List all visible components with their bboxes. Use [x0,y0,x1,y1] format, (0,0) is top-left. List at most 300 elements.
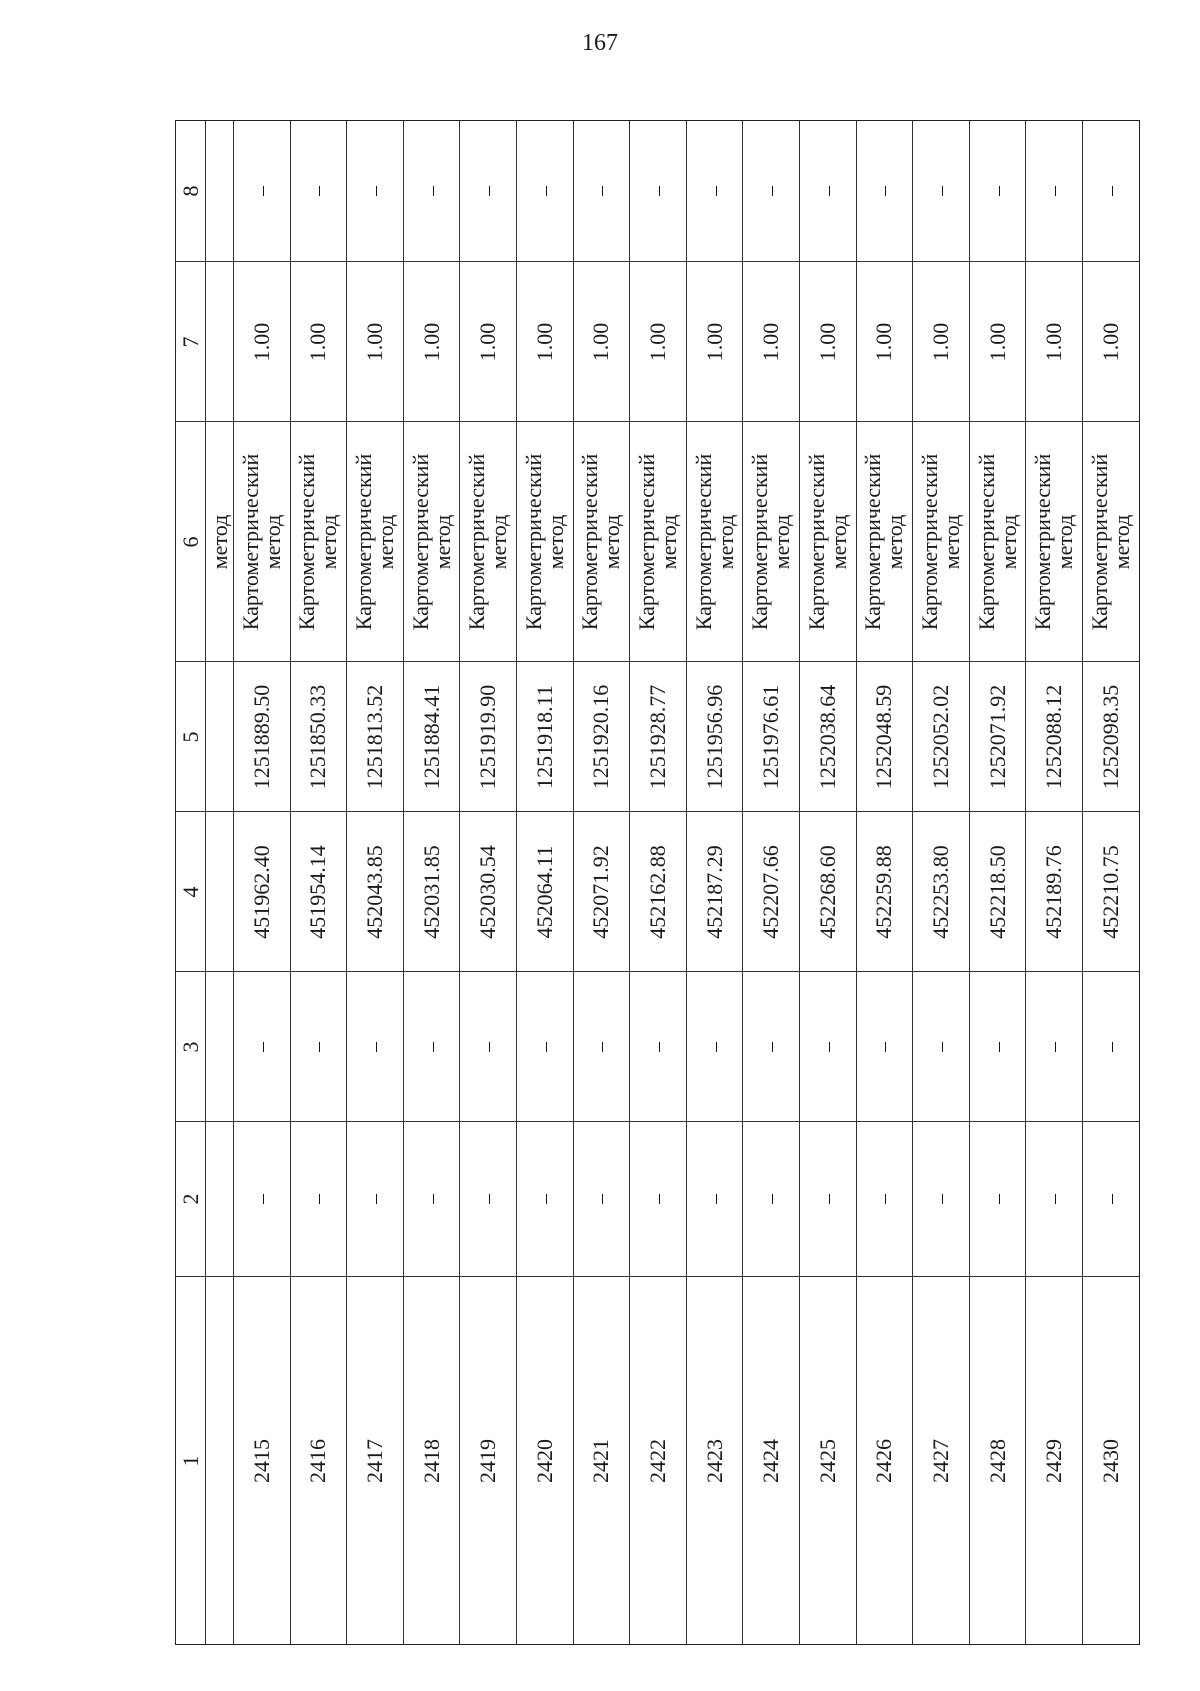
continuation-cell [206,421,233,661]
table-cell [800,121,856,261]
cell-text: 1.00 [1098,322,1124,361]
table-cell [687,971,743,1121]
cell-text: – [477,186,500,196]
table-cell [1026,1276,1082,1644]
table-cell [630,661,686,811]
continuation-row [206,121,234,1644]
table-cell [630,121,686,261]
continuation-cell [206,121,233,261]
table-row [1083,121,1140,1644]
method-text [633,432,681,652]
table-cell [970,421,1026,661]
cell-text: 452162.88 [644,844,670,939]
table-cell [460,1121,516,1276]
table-cell [913,661,969,811]
cell-text: 1.00 [758,322,784,361]
method-text [579,432,623,652]
cell-text: 2427 [927,1438,953,1483]
cell-text: 2415 [248,1438,274,1483]
method-line: метод [542,514,568,569]
table-cell [574,1121,630,1276]
cell-text: 2424 [758,1438,784,1483]
method-line: Картометрический [633,453,659,630]
method-line: Картометрический [747,453,773,630]
table-row [800,121,857,1644]
cell-text: 452218.50 [984,844,1010,939]
table-cell [970,971,1026,1121]
cell-text: 452268.60 [814,844,840,939]
table-row [517,121,574,1644]
cell-text: – [646,1041,669,1052]
page-number: 167 [582,30,618,56]
method-line: Картометрический [407,453,433,630]
table-cell [347,421,403,661]
cell-text: 2425 [814,1438,840,1483]
table-cell [1083,811,1140,971]
table-cell [857,661,913,811]
table-row [234,121,291,1644]
table-cell [460,261,516,421]
cell-text: 2429 [1041,1438,1067,1483]
table-cell [291,1121,347,1276]
table-cell [743,1276,799,1644]
table-cell [347,261,403,421]
table-cell [460,1276,516,1644]
table-cell [743,661,799,811]
table-cell [913,421,969,661]
method-line: метод [655,514,681,569]
table-cell [857,811,913,971]
cell-text: – [590,186,613,196]
cell-text: – [363,1041,386,1052]
table-cell [800,421,856,661]
method-text [862,432,906,652]
table-cell [630,421,686,661]
method-line: метод [995,514,1021,569]
table-cell [687,261,743,421]
method-text [1089,432,1133,652]
cell-text: 2426 [871,1438,897,1483]
table-cell [404,1121,460,1276]
table-cell [970,1121,1026,1276]
cell-text: 452030.54 [475,844,501,939]
table-cell [800,971,856,1121]
cell-text: 1.00 [984,322,1010,361]
method-line: метод [372,514,398,569]
method-line: Картометрический [577,453,603,630]
cell-text: – [533,1041,556,1052]
cell-text: 452064.11 [531,845,557,938]
table-cell [970,261,1026,421]
table-cell [347,811,403,971]
method-text [407,432,455,652]
cell-text: – [250,186,273,196]
table-cell [234,121,290,261]
table-row [970,121,1027,1644]
table-cell [404,661,460,811]
method-line: Картометрический [860,453,886,630]
cell-text: – [533,1194,556,1204]
table-cell [347,121,403,261]
table-cell [630,1121,686,1276]
method-text [973,432,1021,652]
table-cell [687,661,743,811]
table-cell [234,1276,290,1644]
table-cell [913,1276,969,1644]
cell-text: 1.00 [1041,322,1067,361]
cell-text: – [873,186,896,196]
table-cell [1026,1121,1082,1276]
cell-text: 1.00 [814,322,840,361]
cell-text: 1251919.90 [475,684,501,789]
table-cell [1083,661,1140,811]
cell-text: – [420,1041,443,1052]
cell-text: 2416 [305,1438,331,1483]
cell-text: 452189.76 [1041,844,1067,939]
table-cell [517,811,573,971]
table-cell [857,1121,913,1276]
method-line: Картометрический [520,453,546,630]
cell-text: – [646,186,669,196]
table-cell [800,261,856,421]
table-cell [970,121,1026,261]
cell-text: 1252098.35 [1098,684,1124,789]
table-cell [857,261,913,421]
table-cell [234,661,290,811]
method-line: Картометрический [294,453,320,630]
table-cell [687,811,743,971]
method-text [749,432,793,652]
cell-text: 1251956.96 [701,684,727,789]
header-cell-col7 [176,261,205,421]
method-line: метод [259,514,285,569]
cell-text: – [477,1194,500,1204]
continuation-cell [206,971,233,1121]
cell-text: 451962.40 [248,844,274,939]
table-cell [517,121,573,261]
cell-text: 451954.14 [305,844,331,939]
cell-text: – [986,1194,1009,1204]
cell-text: – [873,1194,896,1204]
cell-text: 1251918.11 [531,684,557,789]
table-row [574,121,631,1644]
table-cell [460,421,516,661]
cell-text: 1252088.12 [1041,684,1067,789]
table-cell [517,661,573,811]
cell-text: – [986,1041,1009,1052]
method-text [237,432,285,652]
method-line: Картометрический [464,453,490,630]
header-cell-col5 [176,661,205,811]
cell-text: – [1100,1041,1123,1052]
method-text [466,432,510,652]
continuation-cell [206,1121,233,1276]
cell-text: 1251813.52 [361,684,387,789]
table-cell [574,261,630,421]
cell-text: – [929,1041,952,1052]
method-line: метод [599,514,625,569]
cell-text: – [1043,1194,1066,1204]
cell-text: 3 [177,1041,203,1052]
cell-text: – [250,1194,273,1204]
table-cell [1083,261,1140,421]
table-cell [574,661,630,811]
continuation-cell [206,811,233,971]
table-cell [743,121,799,261]
table-cell [913,971,969,1121]
method-text [1032,432,1076,652]
table-cell [574,971,630,1121]
cell-text: 2419 [475,1438,501,1483]
header-row [176,121,206,1644]
method-line: Картометрический [973,453,999,630]
cell-text: 7 [177,336,203,347]
table-cell [234,971,290,1121]
table-cell [970,661,1026,811]
method-text [296,432,340,652]
table-cell [347,1276,403,1644]
cell-text: – [1100,1194,1123,1204]
cell-text: 1.00 [588,322,614,361]
cell-text: – [816,186,839,196]
cell-text: 1.00 [361,322,387,361]
table-cell [460,661,516,811]
table-cell [574,1276,630,1644]
table-cell [1026,121,1082,261]
table-cell [291,1276,347,1644]
cell-text: – [477,1041,500,1052]
cell-text: – [590,1194,613,1204]
table-row [630,121,687,1644]
cell-text: 2420 [531,1438,557,1483]
continuation-cell [206,661,233,811]
cell-text: – [363,186,386,196]
cell-text: 1.00 [248,322,274,361]
cell-text: 452210.75 [1098,844,1124,939]
cell-text: – [986,186,1009,196]
cell-text: 1.00 [644,322,670,361]
table-cell [1026,971,1082,1121]
cell-text: 2430 [1098,1438,1124,1483]
table-cell [574,421,630,661]
cell-text: – [363,1194,386,1204]
table-cell [1083,421,1140,661]
header-cell-col6 [176,421,205,661]
header-cell-col3 [176,971,205,1121]
cell-text: 1252052.02 [927,684,953,789]
table-cell [517,421,573,661]
cell-text: 1252048.59 [871,684,897,789]
cell-text: – [703,1041,726,1052]
table-cell [800,811,856,971]
coordinates-table [175,120,1140,1645]
method-line: Картометрический [237,453,263,630]
table-row [687,121,744,1644]
cell-text: – [703,186,726,196]
table-cell [913,261,969,421]
cell-text: – [929,186,952,196]
method-text [350,432,398,652]
cell-text: 1.00 [418,322,444,361]
table-cell [743,421,799,661]
table-cell [687,1121,743,1276]
cell-text: 1252038.64 [814,684,840,789]
cell-text: 1.00 [531,322,557,361]
cell-text: – [1043,1041,1066,1052]
method-line: метод [429,514,455,569]
cell-text: 1.00 [871,322,897,361]
table-cell [404,1276,460,1644]
table-cell [291,971,347,1121]
cell-text: – [929,1194,952,1204]
table-cell [857,971,913,1121]
table-cell [517,261,573,421]
cell-text: – [816,1194,839,1204]
table-row [291,121,348,1644]
table-cell [800,661,856,811]
cell-text: 2421 [588,1438,614,1483]
table-cell [1026,811,1082,971]
cell-text: 5 [177,731,203,742]
cell-text: – [533,186,556,196]
cell-text: 2418 [418,1438,444,1483]
cell-text: – [307,186,330,196]
table-cell [913,1121,969,1276]
cell-text: 6 [177,536,203,547]
cell-text: 1.00 [701,322,727,361]
cell-text: 452253.80 [927,844,953,939]
cell-text: – [816,1041,839,1052]
cell-text: – [760,1194,783,1204]
table-cell [743,1121,799,1276]
header-cell-col8 [176,121,205,261]
table-cell [460,811,516,971]
cell-text: – [307,1194,330,1204]
cell-text: 1251889.50 [248,684,274,789]
cell-text: метод [206,514,232,569]
table-cell [574,811,630,971]
method-line: Картометрический [1087,453,1113,630]
table-cell [574,121,630,261]
table-row [404,121,461,1644]
cell-text: 452259.88 [871,844,897,939]
table-cell [1083,1121,1140,1276]
cell-text: 1251920.16 [588,684,614,789]
table-cell [1083,971,1140,1121]
table-cell [1083,1276,1140,1644]
cell-text: – [420,1194,443,1204]
cell-text: – [590,1041,613,1052]
table-cell [347,971,403,1121]
table-cell [1026,261,1082,421]
cell-text: 2 [177,1193,203,1205]
table-cell [517,1276,573,1644]
table-cell [234,261,290,421]
table-cell [234,421,290,661]
table-cell [404,121,460,261]
table-cell [1026,661,1082,811]
cell-text: 452187.29 [701,844,727,939]
method-line: Картометрический [916,453,942,630]
cell-text: – [1043,186,1066,196]
table-cell [857,421,913,661]
table-cell [291,121,347,261]
cell-text: 452043.85 [361,844,387,939]
continuation-cell [206,261,233,421]
table-cell [630,261,686,421]
cell-text: 1251928.77 [644,684,670,789]
table-cell [234,1121,290,1276]
cell-text: 1.00 [305,322,331,361]
cell-text: – [1100,186,1123,196]
table-cell [404,261,460,421]
cell-text: – [307,1041,330,1052]
table-cell [857,121,913,261]
cell-text: – [250,1041,273,1052]
table-row [743,121,800,1644]
method-line: метод [825,514,851,569]
cell-text: – [873,1041,896,1052]
table-cell [517,1121,573,1276]
method-text [690,432,738,652]
cell-text: 1251850.33 [305,684,331,789]
table-cell [517,971,573,1121]
table-cell [800,1276,856,1644]
cell-text: 452031.85 [418,844,444,939]
table-cell [743,971,799,1121]
table-row [913,121,970,1644]
table-cell [970,1276,1026,1644]
table-cell [687,1276,743,1644]
table-cell [630,811,686,971]
method-line: Картометрический [350,453,376,630]
method-line: метод [316,514,342,569]
table-cell [743,811,799,971]
table-cell [460,121,516,261]
cell-text: 2423 [701,1438,727,1483]
cell-text: 1251976.61 [758,684,784,789]
table-row [347,121,404,1644]
method-line: метод [1052,514,1078,569]
cell-text: 8 [177,185,203,197]
method-line: метод [938,514,964,569]
table-cell [687,121,743,261]
cell-text: 452071.92 [588,844,614,939]
table-cell [913,811,969,971]
cell-text: 1251884.41 [418,684,444,789]
method-line: метод [769,514,795,569]
table-cell [687,421,743,661]
table-cell [630,1276,686,1644]
table-cell [630,971,686,1121]
header-cell-col4 [176,811,205,971]
method-line: Картометрический [690,453,716,630]
cell-text: 2417 [361,1438,387,1483]
cell-text: – [420,186,443,196]
continuation-cell [206,1276,233,1644]
method-text [520,432,568,652]
table-cell [404,971,460,1121]
cell-text: 2428 [984,1438,1010,1483]
method-line: метод [882,514,908,569]
table-cell [347,661,403,811]
table-row [1026,121,1083,1644]
table-cell [913,121,969,261]
table-cell [291,811,347,971]
method-line: Картометрический [803,453,829,630]
table-cell [404,811,460,971]
cell-text: 452207.66 [758,844,784,939]
